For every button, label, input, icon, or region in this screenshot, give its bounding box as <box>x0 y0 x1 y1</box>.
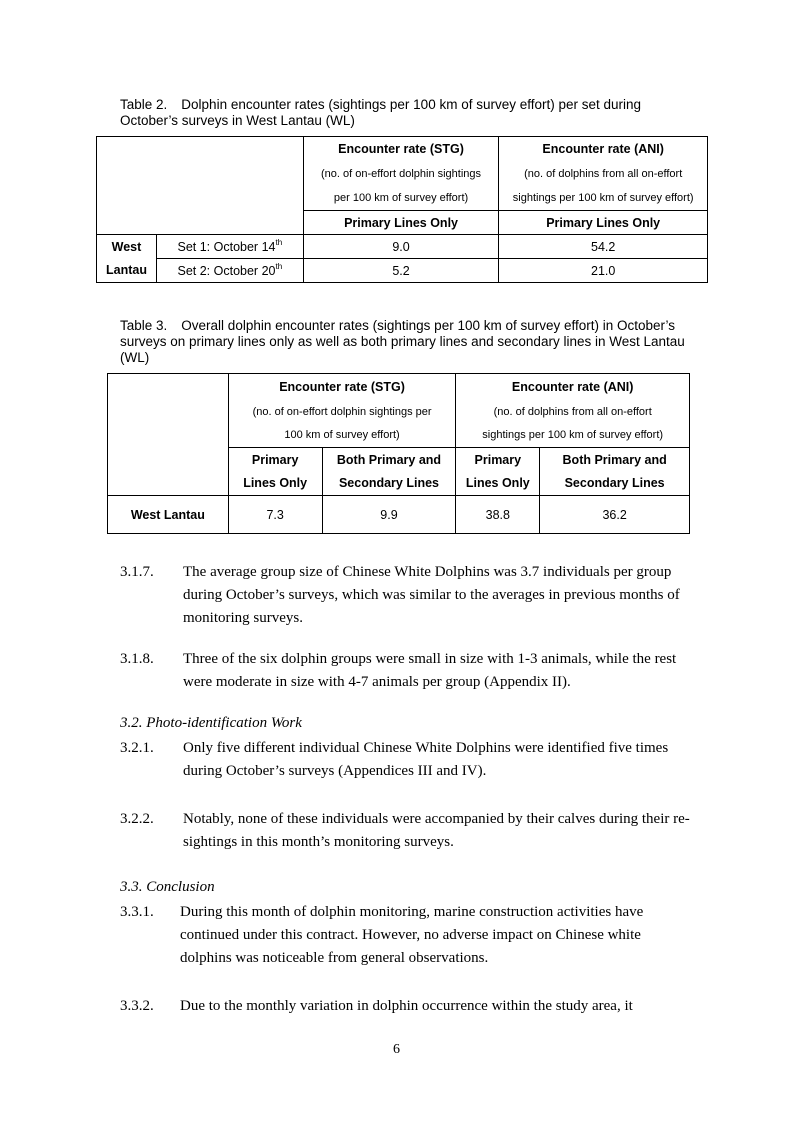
table3-corner-cell <box>108 374 229 496</box>
paragraph-3-1-8 <box>120 648 695 694</box>
table2-stg-value: 5.2 <box>303 259 499 283</box>
table3-stg-primary-2: Lines Only <box>228 472 322 496</box>
paragraph-3-2-1 <box>120 737 695 783</box>
paragraph-3-1-7 <box>120 561 695 630</box>
table2-caption-text: Dolphin encounter rates (sightings per 100 km of survey effort) per set during October’s surveys in West Lantau (WL) <box>120 97 642 128</box>
paragraph-text: Notably, none of these individuals were accompanied by their calves during their re-sightings in this month’s monitoring surveys. <box>183 811 690 850</box>
table2-ani-sub2: sightings per 100 km of survey effort) <box>499 187 708 211</box>
paragraph-text: Only five different individual Chinese White Dolphins were identified five times during October’s surveys (Appendices III and IV). <box>183 740 669 779</box>
paragraph-text: Due to the monthly variation in dolphin occurrence within the study area, it <box>180 998 633 1014</box>
table2-stg-primary: Primary Lines Only <box>303 211 499 235</box>
table3-ani-header: Encounter rate (ANI) <box>456 374 690 400</box>
paragraph-3-3-1 <box>120 901 695 970</box>
table3-stg-both-2: Secondary Lines <box>322 472 456 496</box>
page-number: 6 <box>393 1042 400 1057</box>
table3-ani-primary-1: Primary <box>456 448 540 472</box>
section-heading-conclusion: 3.3. Conclusion <box>120 879 215 895</box>
table3-region: West Lantau <box>108 496 229 534</box>
paragraph-number: 3.3.1. <box>120 904 154 920</box>
paragraph-text: During this month of dolphin monitoring, marine construction activities have continued under this contract. However, no adverse impact on Chinese white dolphins was noticeable from general observations. <box>180 904 644 966</box>
paragraph-number: 3.2.1. <box>120 740 154 756</box>
table-row <box>97 235 708 259</box>
table3-stg-header: Encounter rate (STG) <box>228 374 456 400</box>
table2-caption <box>120 97 700 129</box>
table2-caption-label: Table 2. <box>120 97 168 112</box>
paragraph-text: Three of the six dolphin groups were small in size with 1-3 animals, while the rest were moderate in size with 4-7 animals per group (Appendix II). <box>183 651 677 690</box>
table3-ani-both-1: Both Primary and <box>540 448 690 472</box>
table3-value: 7.3 <box>228 496 322 534</box>
section-heading-photo-id: 3.2. Photo-identification Work <box>120 715 302 731</box>
paragraph-3-2-2 <box>120 808 695 854</box>
table2 <box>96 136 708 283</box>
table3-value: 38.8 <box>456 496 540 534</box>
paragraph-text: The average group size of Chinese White Dolphins was 3.7 individuals per group during October’s surveys, which was similar to the averages in previous months of monitoring surveys. <box>183 564 680 626</box>
table2-corner-cell <box>97 137 304 235</box>
table3 <box>107 373 690 534</box>
table-row <box>97 259 708 283</box>
table3-stg-sub2: 100 km of survey effort) <box>228 424 456 448</box>
table3-caption-text: Overall dolphin encounter rates (sightings per 100 km of survey effort) in October’s surveys on primary lines only as well as both primary lines and secondary lines in West Lantau (WL) <box>120 318 685 365</box>
table3-stg-primary-1: Primary <box>228 448 322 472</box>
paragraph-3-3-2 <box>120 995 695 1018</box>
table3-ani-primary-2: Lines Only <box>456 472 540 496</box>
table3-value: 9.9 <box>322 496 456 534</box>
table3-ani-sub2: sightings per 100 km of survey effort) <box>456 424 690 448</box>
table2-set-cell: Set 1: October 14th <box>156 235 303 259</box>
table2-stg-sub1: (no. of on-effort dolphin sightings <box>303 162 499 187</box>
table3-ani-both-2: Secondary Lines <box>540 472 690 496</box>
paragraph-number: 3.1.8. <box>120 651 154 667</box>
table-row <box>108 496 690 534</box>
table3-caption <box>120 318 700 366</box>
paragraph-number: 3.2.2. <box>120 811 154 827</box>
table2-stg-sub2: per 100 km of survey effort) <box>303 187 499 211</box>
table2-ani-primary: Primary Lines Only <box>499 211 708 235</box>
table3-stg-sub1: (no. of on-effort dolphin sightings per <box>228 400 456 424</box>
table2-stg-header: Encounter rate (STG) <box>303 137 499 162</box>
paragraph-number: 3.1.7. <box>120 564 154 580</box>
table2-region-line1: West <box>97 235 157 259</box>
table2-ani-value: 54.2 <box>499 235 708 259</box>
table3-value: 36.2 <box>540 496 690 534</box>
table2-ani-sub1: (no. of dolphins from all on-effort <box>499 162 708 187</box>
table2-stg-value: 9.0 <box>303 235 499 259</box>
table2-set-cell: Set 2: October 20th <box>156 259 303 283</box>
table3-stg-both-1: Both Primary and <box>322 448 456 472</box>
paragraph-number: 3.3.2. <box>120 998 154 1014</box>
table3-caption-label: Table 3. <box>120 318 168 333</box>
table2-ani-value: 21.0 <box>499 259 708 283</box>
table2-region-line2: Lantau <box>97 259 157 283</box>
table2-ani-header: Encounter rate (ANI) <box>499 137 708 162</box>
table3-ani-sub1: (no. of dolphins from all on-effort <box>456 400 690 424</box>
